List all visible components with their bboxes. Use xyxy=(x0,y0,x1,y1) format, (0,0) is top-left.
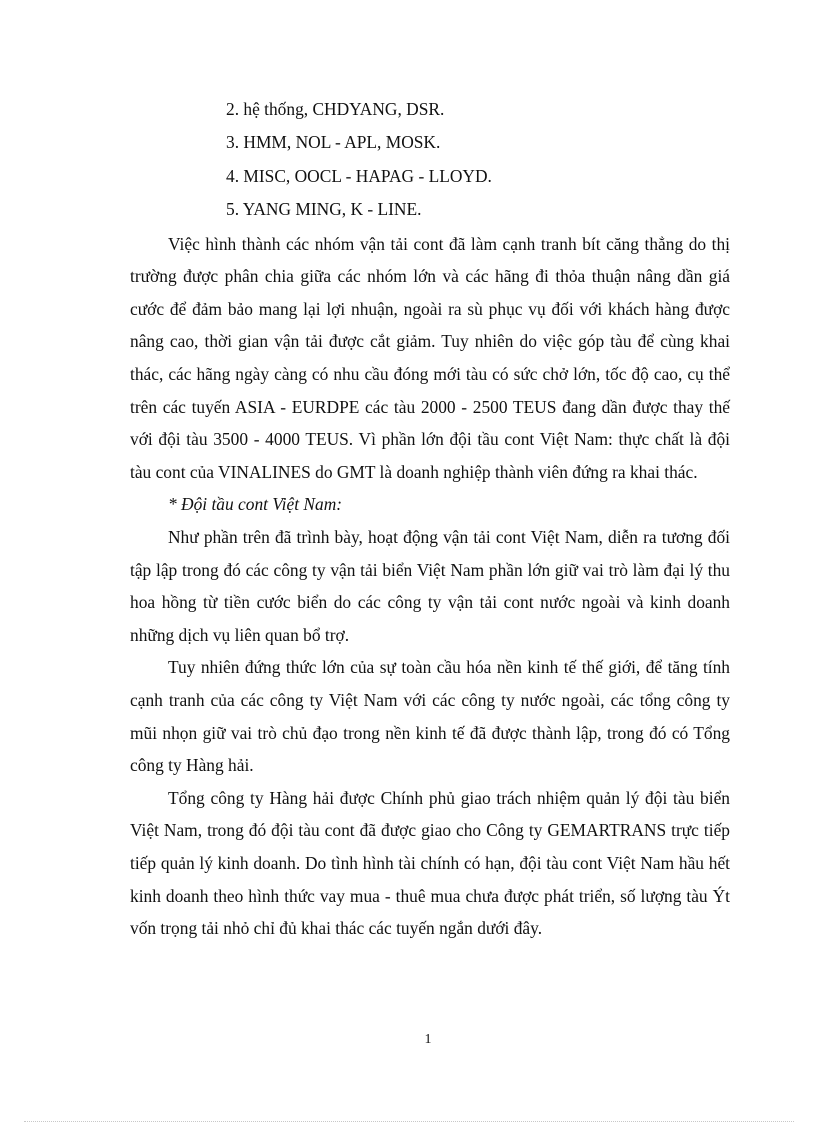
paragraph: Tổng công ty Hàng hải được Chính phủ giao trách nhiệm quản lý đội tàu biển Việt Nam, trong đó đội tàu cont đã được giao cho Công ty GEMARTRANS trực tiếp tiếp quản lý kinh doanh. Do tình hình tài chính có hạn, đội tàu cont Việt Nam hầu hết kinh doanh theo hình thức vay mua - thuê mua chưa được phát triển, số lượng tàu Ýt vốn trọng tải nhỏ chỉ đủ khai thác các tuyến ngắn dưới đây. xyxy=(130,787,730,939)
page-bottom-divider xyxy=(24,1121,794,1122)
carrier-group-list xyxy=(168,93,730,227)
paragraph: Như phần trên đã trình bày, hoạt động vận tải cont Việt Nam, diễn ra tương đối tập lập trong đó các công ty vận tải biển Việt Nam phần lớn giữ vai trò làm đại lý thu hoa hồng từ tiền cước biển do các công ty vận tải cont nước ngoài và kinh doanh những dịch vụ liên quan bổ trợ. xyxy=(130,526,730,645)
list-item: 4. MISC, OOCL - HAPAG - LLOYD. xyxy=(226,165,492,186)
paragraph: Tuy nhiên đứng thức lớn của sự toàn cầu hóa nền kinh tế thế giới, để tăng tính cạnh tranh của các công ty Việt Nam với các công ty nước ngoài, các tổng công ty mũi nhọn giữ vai trò chủ đạo trong nền kinh tế đã được thành lập, trong đó có Tổng công ty Hàng hải. xyxy=(130,657,730,776)
list-item: 5. YANG MING, K - LINE. xyxy=(226,199,422,220)
paragraph: Việc hình thành các nhóm vận tải cont đã làm cạnh tranh bít căng thẳng do thị trường được phân chia giữa các nhóm lớn và các hãng đi thỏa thuận nâng dần giá cước để đảm bảo mang lại lợi nhuận, ngoài ra sù phục vụ đối với khách hàng được nâng cao, thời gian vận tải được cắt giảm. Tuy nhiên do việc góp tàu để cùng khai thác, các hãng ngày càng có nhu cầu đóng mới tàu có sức chở lớn, tốc độ cao, cụ thể trên các tuyến ASIA - EURDPE các tàu 2000 - 2500 TEUS đang dần được thay thế với đội tàu 3500 - 4000 TEUS. Vì phần lớn đội tầu cont Việt Nam: thực chất là đội tàu cont của VINALINES do GMT là doanh nghiệp thành viên đứng ra khai thác. xyxy=(130,233,730,482)
list-item: 3. HMM, NOL - APL, MOSK. xyxy=(226,132,441,153)
page-content xyxy=(130,93,730,945)
page-number: 1 xyxy=(424,1032,432,1047)
section-heading: * Đội tầu cont Việt Nam: xyxy=(168,494,343,515)
list-item: 2. hệ thống, CHDYANG, DSR. xyxy=(226,99,445,119)
